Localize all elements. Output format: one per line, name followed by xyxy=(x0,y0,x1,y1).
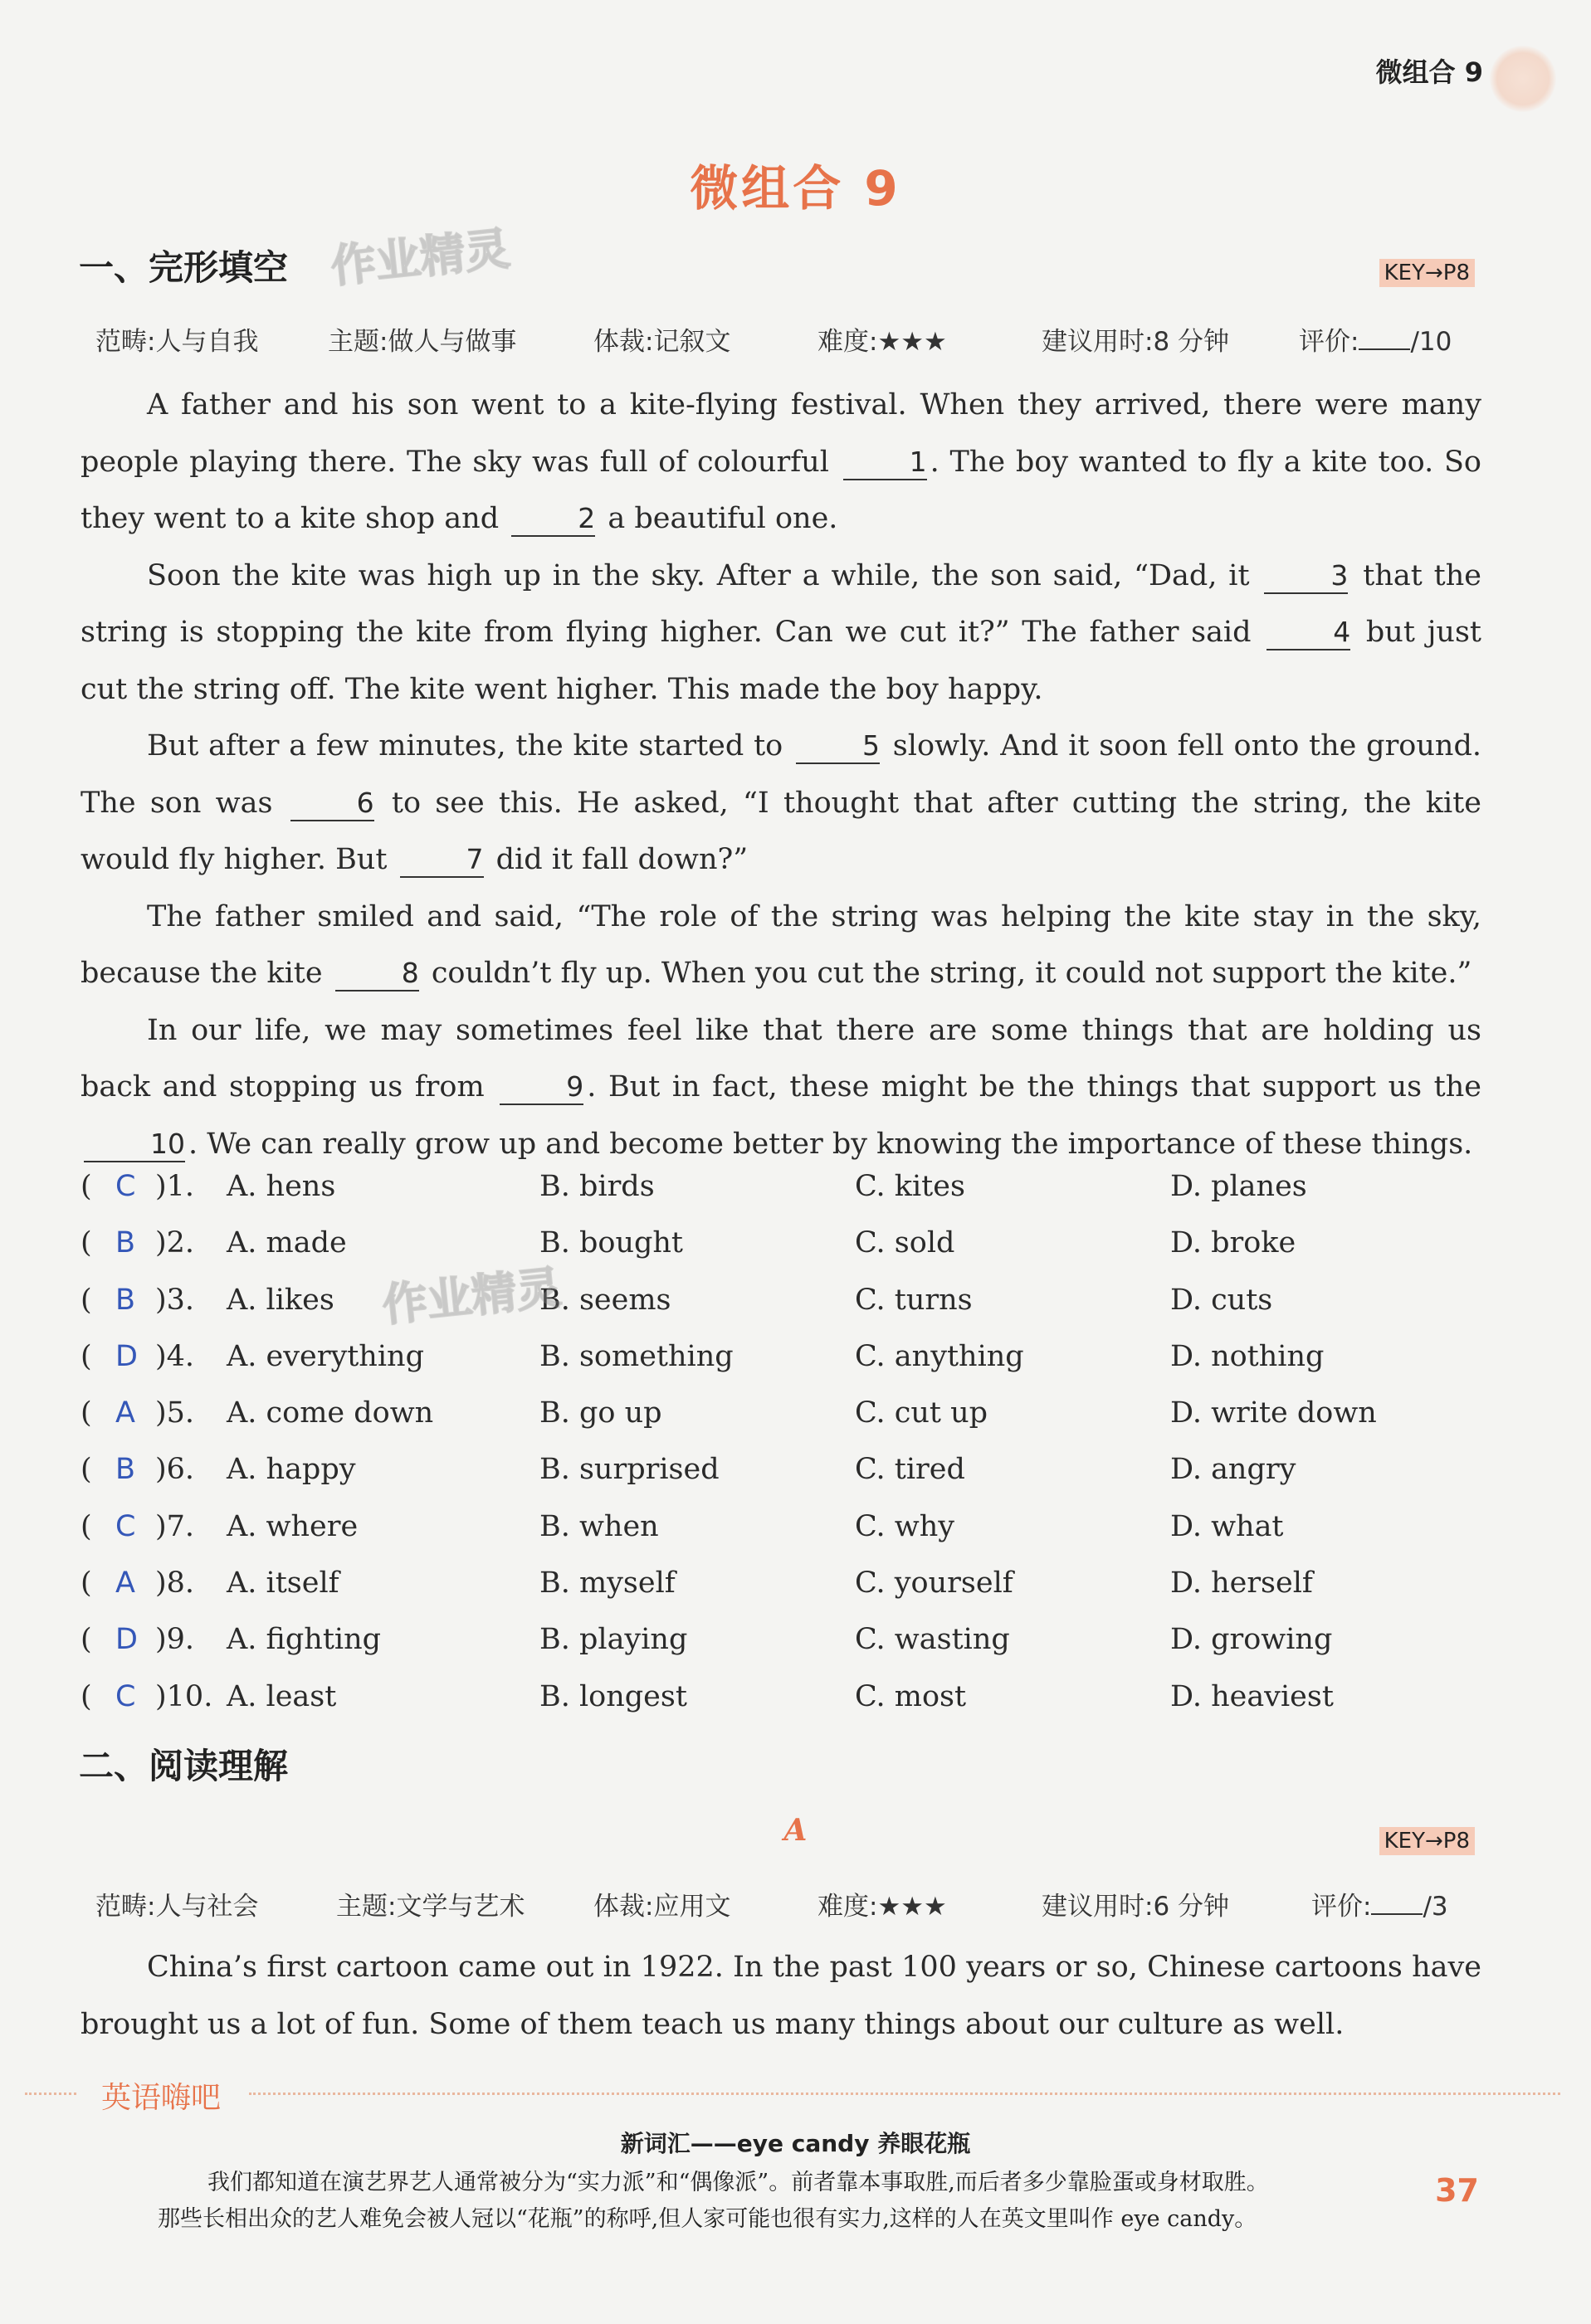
question-row xyxy=(81,1566,1508,1623)
reading-paragraph: China’s first cartoon came out in 1922. In the past 100 years or so, Chinese cartoons have brought us a lot of fun. Some of them teach us many things about our culture as well. xyxy=(81,1951,1481,2041)
blank-number: 4 xyxy=(1266,616,1350,650)
reading-passage xyxy=(81,1939,1481,2053)
answer-letter: C xyxy=(115,1170,136,1203)
option-d: D. growing xyxy=(1170,1623,1333,1657)
question-row xyxy=(81,1680,1508,1737)
question-number: )4. xyxy=(155,1339,195,1373)
meta-difficulty: 难度:★★★ xyxy=(817,327,947,357)
passage-text: . The boy wanted to fly a kite too. So they went to a kite shop and xyxy=(81,445,1481,535)
passage-text: did it fall down?” xyxy=(486,843,749,876)
option-d: D. heaviest xyxy=(1170,1679,1334,1713)
option-c: C. most xyxy=(855,1679,967,1713)
score-blank xyxy=(1359,348,1410,350)
option-a: A. least xyxy=(227,1679,337,1713)
passage-text: that the string is stopping the kite from flying higher. Can we cut it?” The father said xyxy=(81,558,1481,649)
passage-text: Soon the kite was high up in the sky. After a while, the son said, “Dad, it xyxy=(147,558,1262,592)
answer-paren: ( xyxy=(81,1170,92,1203)
meta-theme: 主题:文学与艺术 xyxy=(336,1892,525,1922)
passage-text: The father smiled and said, “The role of the string was helping the kite stay in the sky, because the kite xyxy=(81,899,1481,990)
blank-number: 10 xyxy=(84,1128,185,1162)
option-b: B. go up xyxy=(539,1396,662,1430)
answer-letter: B xyxy=(115,1453,136,1487)
cloze-paragraph xyxy=(81,377,1481,548)
question-number: )8. xyxy=(155,1566,195,1600)
option-d: D. planes xyxy=(1170,1170,1307,1203)
option-c: C. wasting xyxy=(855,1623,1010,1657)
question-number: )9. xyxy=(155,1623,195,1657)
blank-number: 1 xyxy=(843,446,927,480)
option-c: C. anything xyxy=(855,1339,1024,1373)
footer-divider-left xyxy=(25,2093,76,2095)
question-number: )3. xyxy=(155,1283,195,1317)
question-row xyxy=(81,1284,1508,1340)
meta-time: 建议用时:8 分钟 xyxy=(1042,327,1230,357)
meta-scope: 范畴:人与社会 xyxy=(95,1892,259,1922)
answer-paren: ( xyxy=(81,1396,92,1430)
answer-letter: D xyxy=(115,1623,138,1657)
option-a: A. where xyxy=(227,1509,359,1543)
passage-text: . We can really grow up and become better by knowing the importance of these things. xyxy=(188,1127,1473,1161)
option-d: D. cuts xyxy=(1170,1283,1273,1317)
cloze-paragraph xyxy=(81,889,1481,1002)
answer-letter: B xyxy=(115,1226,136,1260)
option-c: C. tired xyxy=(855,1453,965,1487)
passage-text: a beautiful one. xyxy=(598,502,838,535)
header-tag: 微组合 9 xyxy=(1375,56,1483,88)
cloze-passage xyxy=(81,377,1481,1172)
score-blank xyxy=(1371,1913,1423,1915)
option-c: C. kites xyxy=(855,1170,965,1203)
answer-letter: C xyxy=(115,1509,136,1543)
option-a: A. come down xyxy=(227,1396,434,1430)
meta-time: 建议用时:6 分钟 xyxy=(1042,1892,1230,1922)
question-number: )1. xyxy=(155,1170,195,1203)
option-b: B. myself xyxy=(539,1566,676,1600)
page-number: 37 xyxy=(1435,2172,1479,2209)
option-d: D. write down xyxy=(1170,1396,1377,1430)
question-row xyxy=(81,1170,1508,1226)
passage-text: to see this. He asked, “I thought that after cutting the string, the kite would fly higher. But xyxy=(81,786,1481,876)
option-d: D. what xyxy=(1170,1509,1284,1543)
question-number: )7. xyxy=(155,1509,195,1543)
meta-genre: 体裁:应用文 xyxy=(593,1892,731,1922)
passage-text: couldn’t fly up. When you cut the string, it could not support the kite.” xyxy=(422,957,1472,990)
passage-text: but just cut the string off. The kite went higher. This made the boy happy. xyxy=(81,616,1481,706)
answer-letter: A xyxy=(115,1396,135,1430)
question-row xyxy=(81,1453,1508,1509)
section2-key-ref: KEY→P8 xyxy=(1379,1827,1475,1855)
answer-letter: C xyxy=(115,1679,136,1713)
answer-paren: ( xyxy=(81,1679,92,1713)
question-row xyxy=(81,1340,1508,1396)
option-a: A. hens xyxy=(227,1170,336,1203)
option-a: A. itself xyxy=(227,1566,339,1600)
page-title: 微组合 9 xyxy=(690,160,901,217)
option-d: D. broke xyxy=(1170,1226,1296,1260)
answer-paren: ( xyxy=(81,1509,92,1543)
question-number: )10. xyxy=(155,1679,213,1713)
blank-number: 9 xyxy=(500,1070,583,1105)
question-number: )5. xyxy=(155,1396,195,1430)
meta-score-label: 评价: xyxy=(1311,1892,1372,1922)
option-a: A. fighting xyxy=(227,1623,382,1657)
cloze-paragraph xyxy=(81,1002,1481,1173)
answer-paren: ( xyxy=(81,1283,92,1317)
meta-difficulty: 难度:★★★ xyxy=(817,1892,947,1922)
meta-genre: 体裁:记叙文 xyxy=(593,327,731,357)
option-b: B. longest xyxy=(539,1679,687,1713)
option-b: B. birds xyxy=(539,1170,655,1203)
passage-text: But after a few minutes, the kite started to xyxy=(147,729,793,762)
section1-key-ref: KEY→P8 xyxy=(1379,259,1475,287)
option-b: B. surprised xyxy=(539,1453,720,1487)
footer-brand: 英语嗨吧 xyxy=(101,2081,222,2115)
meta-score-total: /3 xyxy=(1423,1892,1448,1922)
question-row xyxy=(81,1623,1508,1679)
answer-paren: ( xyxy=(81,1339,92,1373)
option-b: B. playing xyxy=(539,1623,688,1657)
answer-paren: ( xyxy=(81,1566,92,1600)
answer-letter: A xyxy=(115,1566,135,1600)
question-number: )6. xyxy=(155,1453,195,1487)
option-d: D. herself xyxy=(1170,1566,1313,1600)
meta-score-label: 评价: xyxy=(1299,327,1359,357)
option-a: A. likes xyxy=(227,1283,334,1317)
option-d: D. nothing xyxy=(1170,1339,1325,1373)
passage-text: . But in fact, these might be the things that support us the xyxy=(587,1070,1481,1104)
option-c: C. sold xyxy=(855,1226,955,1260)
footer-divider-right xyxy=(249,2093,1560,2095)
question-row xyxy=(81,1226,1508,1283)
blank-number: 6 xyxy=(290,787,374,821)
meta-score-total: /10 xyxy=(1410,327,1452,357)
meta-score xyxy=(1299,320,1452,358)
section1-heading: 一、完形填空 xyxy=(79,247,289,288)
option-a: A. happy xyxy=(227,1453,356,1487)
vocab-line-1: 我们都知道在演艺界艺人通常被分为“实力派”和“偶像派”。前者靠本事取胜,而后者多少靠脸蛋或身材取胜。 xyxy=(207,2170,1269,2195)
option-c: C. yourself xyxy=(855,1566,1013,1600)
blank-number: 3 xyxy=(1264,559,1348,594)
blank-number: 8 xyxy=(335,957,419,991)
answer-letter: B xyxy=(115,1283,136,1317)
meta-theme: 主题:做人与做事 xyxy=(328,327,517,357)
meta-score xyxy=(1311,1885,1448,1922)
meta-scope: 范畴:人与自我 xyxy=(95,327,259,357)
blank-number: 7 xyxy=(400,843,484,878)
vocab-title: 新词汇——eye candy 养眼花瓶 xyxy=(620,2130,971,2157)
option-a: A. everything xyxy=(227,1339,424,1373)
option-c: C. cut up xyxy=(855,1396,988,1430)
answer-paren: ( xyxy=(81,1623,92,1657)
cloze-paragraph xyxy=(81,548,1481,719)
answer-options xyxy=(81,1170,1508,1737)
option-a: A. made xyxy=(227,1226,347,1260)
blank-number: 5 xyxy=(796,729,880,764)
option-b: B. bought xyxy=(539,1226,684,1260)
blank-number: 2 xyxy=(511,502,595,537)
answer-paren: ( xyxy=(81,1226,92,1260)
answer-letter: D xyxy=(115,1339,138,1373)
option-b: B. something xyxy=(539,1339,734,1373)
cloze-paragraph xyxy=(81,718,1481,889)
question-row xyxy=(81,1510,1508,1566)
question-number: )2. xyxy=(155,1226,195,1260)
option-b: B. seems xyxy=(539,1283,671,1317)
option-b: B. when xyxy=(539,1509,659,1543)
watermark-top: 作业精灵 xyxy=(328,222,513,294)
section2-heading: 二、阅读理解 xyxy=(79,1746,289,1786)
question-row xyxy=(81,1396,1508,1453)
watermark-middle: 作业精灵 xyxy=(379,1260,564,1333)
passage-label: A xyxy=(783,1813,808,1848)
header-decoration xyxy=(1490,46,1556,112)
option-d: D. angry xyxy=(1170,1453,1296,1487)
option-c: C. turns xyxy=(855,1283,973,1317)
passage-text: A father and his son went to a kite-flying festival. When they arrived, there were many people playing there. The sky was full of colourful xyxy=(81,388,1481,479)
answer-paren: ( xyxy=(81,1453,92,1487)
vocab-line-2: 那些长相出众的艺人难免会被人冠以“花瓶”的称呼,但人家可能也很有实力,这样的人在英文里叫作 eye candy。 xyxy=(158,2206,1257,2232)
option-c: C. why xyxy=(855,1509,955,1543)
passage-text: In our life, we may sometimes feel like that there are some things that are holding us back and stopping us from xyxy=(81,1013,1481,1104)
passage-text: slowly. And it soon fell onto the ground. The son was xyxy=(81,729,1481,820)
